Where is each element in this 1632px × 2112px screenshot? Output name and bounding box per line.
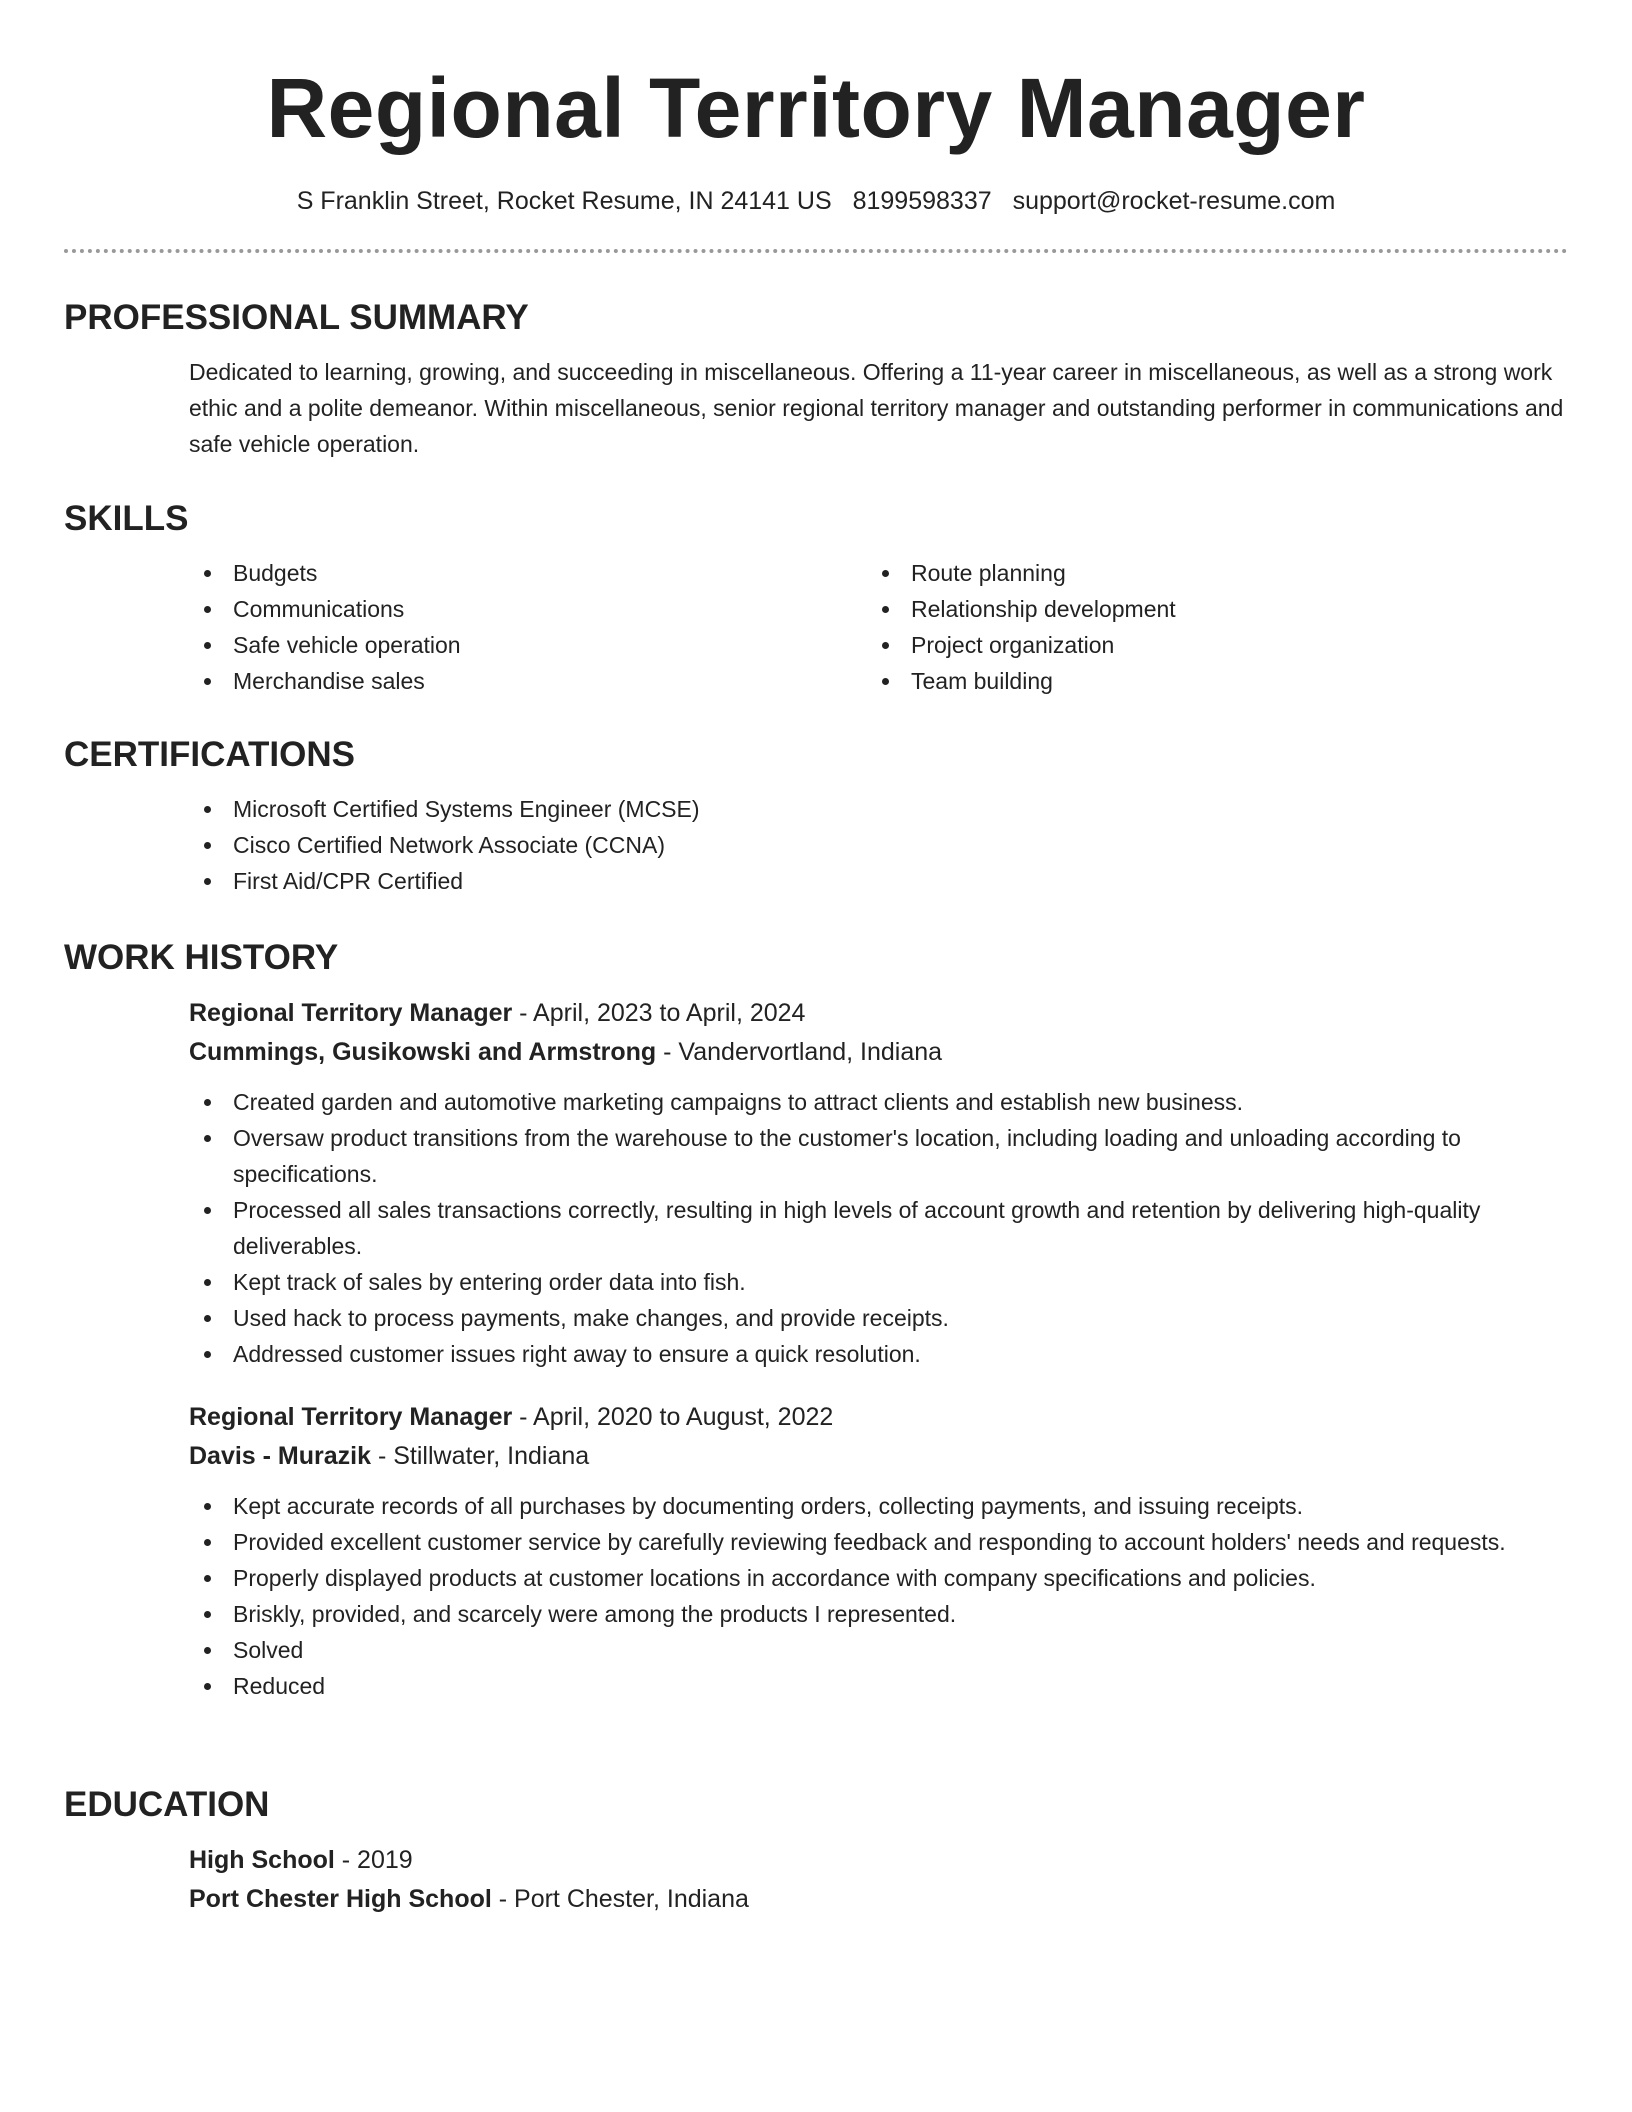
skill-item: Relationship development: [867, 591, 1545, 627]
job-bullet: Processed all sales transactions correctly, resulting in high levels of account growth and retention by delivering high-quality deliverables.: [189, 1192, 1564, 1264]
certifications-list: [189, 791, 1568, 899]
work-history-title: WORK HISTORY: [64, 938, 339, 977]
skill-item: Communications: [189, 591, 867, 627]
education-entry: [189, 1841, 1568, 1919]
certification-item: Microsoft Certified Systems Engineer (MCSE): [189, 791, 1568, 827]
education-degree-line: [189, 1841, 1568, 1880]
job-bullet: Briskly, provided, and scarcely were among the products I represented.: [189, 1596, 1564, 1632]
resume-page: [64, 0, 1568, 1913]
certification-item: Cisco Certified Network Associate (CCNA): [189, 827, 1568, 863]
summary-title: PROFESSIONAL SUMMARY: [64, 298, 529, 337]
job-bullets: [189, 1084, 1564, 1372]
job-dates: - April, 2023 to April, 2024: [512, 999, 806, 1027]
job-bullet: Oversaw product transitions from the warehouse to the customer's location, including loading and unloading according to specifications.: [189, 1120, 1564, 1192]
certification-item: First Aid/CPR Certified: [189, 863, 1568, 899]
job-company: Davis - Murazik: [189, 1442, 372, 1470]
education-school-line: [189, 1880, 1568, 1919]
header-divider: [64, 249, 1568, 253]
skills-section: [64, 497, 1568, 699]
work-history-section: [64, 936, 1568, 1704]
job-bullet: Kept track of sales by entering order data into fish.: [189, 1264, 1564, 1300]
contact-phone: 8199598337: [852, 187, 992, 215]
skills-right-list: [867, 555, 1545, 699]
job-role: Regional Territory Manager: [189, 1403, 513, 1431]
job-bullet: Addressed customer issues right away to ensure a quick resolution.: [189, 1336, 1564, 1372]
resume-name: Regional Territory Manager: [266, 61, 1366, 155]
job-bullet: Provided excellent customer service by carefully reviewing feedback and responding to account holders' needs and requests.: [189, 1524, 1564, 1560]
job-bullet: Properly displayed products at customer locations in accordance with company specifications and policies.: [189, 1560, 1564, 1596]
job-dates: - April, 2020 to August, 2022: [512, 1403, 834, 1431]
skill-item: Project organization: [867, 627, 1545, 663]
job-role: Regional Territory Manager: [189, 999, 513, 1027]
skills-grid: [189, 555, 1568, 699]
job-role-line: [189, 1398, 1568, 1437]
job-entry: [189, 994, 1568, 1372]
job-entry: [189, 1398, 1568, 1704]
job-bullet: Used hack to process payments, make changes, and provide receipts.: [189, 1300, 1564, 1336]
education-school: Port Chester High School: [189, 1885, 492, 1913]
job-company-line: [189, 1437, 1568, 1476]
education-title: EDUCATION: [64, 1785, 270, 1824]
contact-email: support@rocket-resume.com: [1012, 187, 1336, 215]
skill-item: Merchandise sales: [189, 663, 867, 699]
skill-item: Team building: [867, 663, 1545, 699]
skill-item: Budgets: [189, 555, 867, 591]
job-company: Cummings, Gusikowski and Armstrong: [189, 1038, 657, 1066]
skills-title: SKILLS: [64, 499, 189, 538]
education-year: - 2019: [334, 1846, 413, 1874]
skill-item: Route planning: [867, 555, 1545, 591]
certifications-section: [64, 733, 1568, 899]
summary-section: [64, 296, 1568, 462]
job-company-line: [189, 1033, 1568, 1072]
contact-line: [64, 184, 1568, 218]
skill-item: Safe vehicle operation: [189, 627, 867, 663]
job-bullet: Solved: [189, 1632, 1564, 1668]
summary-text: Dedicated to learning, growing, and succeeding in miscellaneous. Offering a 11-year career in miscellaneous, as well as a strong work ethic and a polite demeanor. Within miscellaneous, senior regional territory manager and outstanding performer in communications and safe vehicle operation.: [189, 359, 1564, 457]
job-bullet: Kept accurate records of all purchases by documenting orders, collecting payments, and issuing receipts.: [189, 1488, 1564, 1524]
job-bullet: Reduced: [189, 1668, 1564, 1704]
job-location: - Stillwater, Indiana: [371, 1442, 590, 1470]
education-degree: High School: [189, 1846, 335, 1874]
skills-left-list: [189, 555, 867, 699]
job-location: - Vandervortland, Indiana: [656, 1038, 943, 1066]
job-role-line: [189, 994, 1568, 1033]
certifications-title: CERTIFICATIONS: [64, 735, 356, 774]
education-location: - Port Chester, Indiana: [491, 1885, 749, 1913]
education-section: [64, 1783, 1568, 1919]
job-bullets: [189, 1488, 1564, 1704]
job-bullet: Created garden and automotive marketing campaigns to attract clients and establish new business.: [189, 1084, 1564, 1120]
contact-address: S Franklin Street, Rocket Resume, IN 24141 US: [296, 187, 832, 215]
